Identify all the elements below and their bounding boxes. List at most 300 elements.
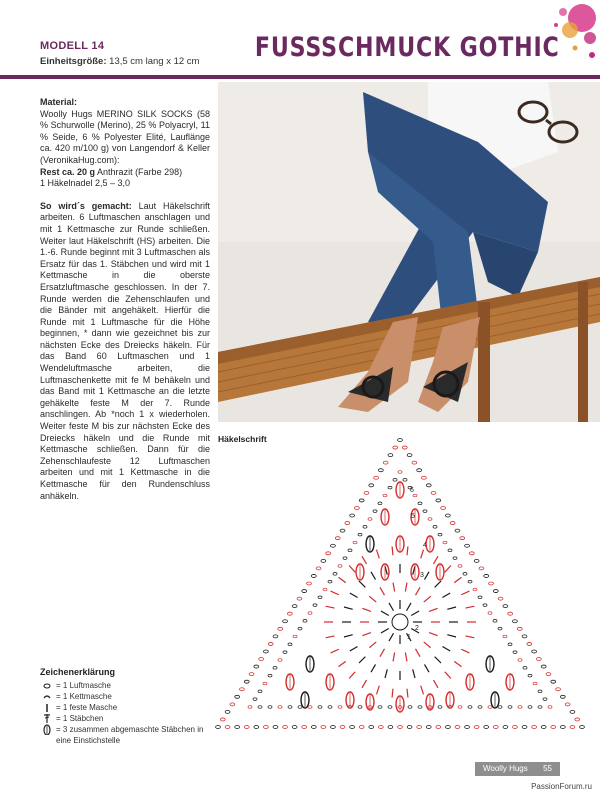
chain-stitch — [369, 726, 374, 729]
material-amount-value: Anthrazit (Farbe 298) — [97, 166, 183, 177]
chain-stitch — [293, 635, 297, 638]
double-crochet-stitch — [331, 649, 339, 653]
chain-stitch — [393, 446, 398, 449]
chain-stitch — [358, 706, 362, 709]
chain-stitch — [359, 499, 364, 502]
chain-stitch — [216, 726, 221, 729]
chain-stitch — [575, 718, 580, 721]
chain-stitch — [258, 706, 262, 709]
legend-item — [40, 691, 210, 702]
chain-stitch — [254, 665, 259, 668]
chain-stitch — [474, 559, 479, 562]
chain-stitch — [508, 706, 512, 709]
chain-stitch — [412, 461, 417, 464]
double-crochet-stitch — [339, 577, 346, 582]
chain-stitch — [278, 659, 282, 662]
chain-stitch — [479, 567, 484, 570]
chain-stitch — [353, 541, 357, 544]
product-photo — [218, 82, 600, 422]
chain-stitch — [302, 726, 307, 729]
double-crochet-stitch — [362, 680, 367, 688]
chain-stitch — [338, 706, 342, 709]
chain-stitch — [283, 726, 288, 729]
double-crochet-stitch — [466, 606, 475, 608]
size-value: 13,5 cm lang x 12 cm — [109, 56, 200, 67]
double-crochet-stitch — [349, 566, 355, 573]
chain-stitch — [513, 651, 517, 654]
double-crochet-stitch — [377, 550, 380, 559]
chain-stitch — [517, 627, 522, 630]
chain-stitch — [298, 706, 302, 709]
double-crochet-stitch — [435, 657, 441, 663]
instructions-body: Laut Häkelschrift arbeiten. 6 Luftmaschen anschlagen und mit 1 Kettmasche zur Runde schließen. Weiter laut Häkelschrift (HS) arbeiten. Die 1.-6. Runde beginnt mit 3 Luftmaschen als Ersatz für das 1. Stäbchen und wird mit 1 Kettmasche in die oberste Ersatzluftmasche geschlossen. In der 7. Runde werden die Zehenschlaufen und die Bänder mit angehäkelt. Hierfür die Runde mit 1 Luftmasche für die Höhe beginnen, * dann wie gezeichnet bis zur nächsten Ecke des Dreiecks häkeln. Für das Band 60 Luftmaschen und 1 Wendeluftmasche arbeiten, die Luftmaschenkette mit fe M behäkeln und das Band mit 1 Kettmasche an die letzte gehäkelte feste M der 7. Runde anschlingen. Ab *noch 1 x wiederholen. Weiter feste M bis zur nächsten Ecke des Dreiecks häkeln und die Runde mit Kettmasche schließen. Dann für die Zehenschlaufeste 12 Luftmaschen arbeiten und mit 1 Kettmasche in die Kettmasche für den Rundenschluss anhäkeln. — [40, 200, 210, 501]
page-title: FUSSSCHMUCK GOTHIC — [255, 32, 560, 63]
double-crochet-stitch — [405, 583, 407, 592]
chain-stitch — [303, 620, 307, 623]
chain-stitch — [498, 627, 502, 630]
double-crochet-stitch — [331, 591, 339, 595]
chain-stitch — [413, 494, 417, 497]
double-crochet-stitch — [369, 596, 376, 602]
round-number: 3 — [420, 572, 424, 579]
chain-stitch — [278, 706, 282, 709]
chain-stitch — [273, 667, 277, 670]
material-amount — [40, 167, 210, 179]
chain-stitch — [308, 706, 312, 709]
center-ring — [392, 614, 408, 630]
chain-stitch — [570, 710, 575, 713]
round-number: 4 — [423, 542, 427, 549]
chain-stitch — [570, 726, 575, 729]
round-number: 2 — [415, 625, 419, 632]
chain-stitch — [532, 650, 537, 653]
chain-stitch — [318, 706, 322, 709]
legend-item — [40, 724, 210, 746]
diagram-title: Häkelschrift — [218, 434, 267, 444]
chain-stitch — [340, 726, 345, 729]
legend-item — [40, 680, 210, 691]
double-crochet-stitch — [405, 653, 407, 662]
chain-stitch — [418, 706, 422, 709]
chain-stitch — [418, 502, 422, 505]
chain-stitch — [469, 552, 474, 555]
page-number: 55 — [543, 764, 552, 773]
chain-stitch — [417, 726, 422, 729]
double-crochet-stitch — [416, 649, 421, 657]
chain-stitch — [398, 439, 403, 442]
chain-stitch — [283, 620, 288, 623]
chain-stitch — [240, 688, 245, 691]
chain-stitch — [298, 627, 302, 630]
chain-stitch — [273, 726, 278, 729]
double-crochet-stitch — [424, 596, 431, 602]
chain-stitch — [513, 620, 518, 623]
round-number: 1 — [407, 634, 411, 641]
chain-stitch — [428, 518, 432, 521]
round-number: 6 — [410, 487, 414, 494]
chain-stitch — [508, 612, 513, 615]
chain-stitch — [426, 726, 431, 729]
chain-stitch — [422, 476, 427, 479]
legend-text: = 1 Luftmasche — [56, 681, 111, 690]
double-crochet-stitch — [407, 603, 412, 611]
chain-stitch — [278, 627, 283, 630]
chain-stitch — [503, 726, 508, 729]
double-crochet-stitch — [380, 587, 385, 595]
chain-stitch — [326, 552, 331, 555]
chain-stitch — [488, 706, 492, 709]
model-number: MODELL 14 — [40, 40, 105, 52]
chain-stitch — [307, 582, 312, 585]
footer-brand: Woolly Hugs — [483, 764, 528, 773]
double-crochet-stitch — [421, 550, 424, 559]
chain-stitch — [268, 674, 272, 677]
cluster-icon — [40, 724, 54, 735]
single-crochet-icon — [40, 702, 54, 713]
chain-stitch — [560, 695, 565, 698]
chain-stitch — [297, 597, 302, 600]
chain-stitch — [498, 597, 503, 600]
chain-stitch — [388, 454, 393, 457]
chain-stitch — [551, 680, 556, 683]
double-crochet-stitch — [425, 572, 430, 580]
chain-stitch — [316, 567, 321, 570]
crochet-chart — [210, 432, 590, 737]
double-crochet-stitch — [411, 611, 419, 616]
chain-stitch — [423, 510, 427, 513]
chain-stitch — [358, 533, 362, 536]
chain-stitch — [407, 454, 412, 457]
chain-stitch — [455, 529, 460, 532]
chain-stitch — [484, 726, 489, 729]
chain-stitch — [350, 726, 355, 729]
chain-stitch — [508, 643, 512, 646]
slip-stitch-icon — [40, 691, 54, 702]
double-crochet-icon — [40, 713, 54, 724]
chain-stitch — [493, 590, 498, 593]
chain-stitch — [453, 557, 457, 560]
chain-stitch — [565, 703, 570, 706]
double-crochet-stitch — [393, 653, 395, 662]
chain-stitch — [220, 718, 225, 721]
footer-bar — [475, 762, 560, 776]
chain-stitch — [398, 471, 402, 474]
double-crochet-stitch — [350, 647, 358, 652]
double-crochet-stitch — [393, 583, 395, 592]
double-crochet-stitch — [454, 661, 461, 666]
chain-stitch — [417, 469, 422, 472]
double-crochet-stitch — [442, 593, 450, 598]
chain-stitch — [283, 651, 287, 654]
chain-stitch — [433, 526, 437, 529]
chain-stitch — [328, 580, 332, 583]
chain-stitch — [263, 650, 268, 653]
legend-text: = 3 zusammen abgemaschte Stäbchen in eine Einstichstelle — [56, 725, 204, 745]
chain-stitch — [378, 726, 383, 729]
chain-stitch — [460, 537, 465, 540]
chain-stitch — [438, 533, 442, 536]
double-crochet-stitch — [350, 593, 358, 598]
chain-stitch — [321, 726, 326, 729]
chain-stitch — [441, 506, 446, 509]
chain-stitch — [318, 596, 322, 599]
chain-stitch — [273, 635, 278, 638]
chain-stitch — [473, 588, 477, 591]
header-divider — [0, 75, 600, 79]
chain-stitch — [235, 726, 240, 729]
double-crochet-stitch — [454, 577, 461, 582]
chain-stitch — [302, 590, 307, 593]
chain-stitch — [259, 658, 264, 661]
double-crochet-stitch — [434, 680, 439, 688]
chain-stitch — [536, 658, 541, 661]
legend-title: Zeichenerklärung — [40, 667, 116, 677]
double-crochet-stitch — [466, 636, 475, 638]
instructions-column — [40, 97, 210, 502]
legend-text: = 1 Stäbchen — [56, 714, 104, 723]
chain-stitch — [373, 510, 377, 513]
chain-stitch — [343, 557, 347, 560]
chain-stitch — [311, 574, 316, 577]
double-crochet-stitch — [434, 556, 439, 564]
double-crochet-stitch — [407, 546, 408, 555]
chain-stitch — [527, 642, 532, 645]
chain-stitch — [321, 559, 326, 562]
chain-stitch-icon — [40, 680, 54, 691]
double-crochet-stitch — [407, 689, 408, 698]
chain-stitch — [484, 574, 489, 577]
chain-stitch — [287, 612, 292, 615]
size-label: Einheitsgröße: — [40, 56, 107, 67]
double-crochet-stitch — [344, 607, 353, 609]
double-crochet-stitch — [392, 546, 393, 555]
chain-stitch — [556, 688, 561, 691]
chain-stitch — [560, 726, 565, 729]
double-crochet-stitch — [339, 661, 346, 666]
chain-stitch — [288, 643, 292, 646]
chain-stitch — [340, 529, 345, 532]
chain-stitch — [288, 706, 292, 709]
chain-stitch — [503, 635, 507, 638]
chain-stitch — [345, 522, 350, 525]
double-crochet-stitch — [461, 591, 469, 595]
chain-stitch — [522, 726, 527, 729]
chain-stitch — [331, 726, 336, 729]
chain-stitch — [230, 703, 235, 706]
chain-stitch — [478, 706, 482, 709]
double-crochet-stitch — [429, 608, 437, 611]
chain-stitch — [468, 580, 472, 583]
chain-stitch — [426, 484, 431, 487]
chain-stitch — [580, 726, 585, 729]
chain-stitch — [378, 469, 383, 472]
chain-stitch — [338, 565, 342, 568]
chain-stitch — [528, 674, 532, 677]
chain-stitch — [407, 726, 412, 729]
double-crochet-stitch — [445, 672, 451, 679]
double-crochet-stitch — [429, 633, 437, 636]
chain-stitch — [518, 659, 522, 662]
chain-stitch — [503, 605, 508, 608]
chain-stitch — [465, 544, 470, 547]
material-hook: 1 Häkelnadel 2,5 – 3,0 — [40, 178, 131, 189]
double-crochet-stitch — [461, 649, 469, 653]
material-amount-label: Rest ca. 20 g — [40, 166, 96, 177]
chain-stitch — [323, 588, 327, 591]
chain-stitch — [348, 549, 352, 552]
chain-stitch — [383, 494, 387, 497]
chain-stitch — [436, 726, 441, 729]
chain-stitch — [522, 635, 527, 638]
double-crochet-stitch — [381, 629, 389, 634]
instructions-text — [40, 201, 210, 502]
watermark: PassionForum.ru — [531, 782, 592, 791]
chain-stitch — [474, 726, 479, 729]
chain-stitch — [263, 682, 267, 685]
double-crochet-stitch — [413, 669, 415, 678]
chain-stitch — [543, 698, 547, 701]
chain-stitch — [292, 726, 297, 729]
double-crochet-stitch — [371, 572, 376, 580]
chain-stitch — [235, 695, 240, 698]
size-info — [40, 56, 199, 67]
double-crochet-stitch — [380, 649, 385, 657]
double-crochet-stitch — [369, 642, 376, 648]
chain-stitch — [254, 726, 259, 729]
chain-stitch — [244, 680, 249, 683]
double-crochet-stitch — [416, 587, 421, 595]
chain-stitch — [364, 491, 369, 494]
double-crochet-stitch — [442, 647, 450, 652]
double-crochet-stitch — [326, 636, 335, 638]
double-crochet-stitch — [359, 657, 365, 663]
double-crochet-stitch — [445, 566, 451, 573]
chain-stitch — [538, 690, 542, 693]
double-crochet-stitch — [389, 633, 394, 641]
chain-stitch — [438, 706, 442, 709]
double-crochet-stitch — [447, 607, 456, 609]
legend-item — [40, 702, 210, 713]
chain-stitch — [268, 642, 273, 645]
chain-stitch — [443, 541, 447, 544]
chain-stitch — [493, 726, 498, 729]
chain-stitch — [465, 726, 470, 729]
chain-stitch — [488, 612, 492, 615]
double-crochet-stitch — [362, 608, 370, 611]
chain-stitch — [308, 612, 312, 615]
chain-stitch — [225, 726, 230, 729]
chain-stitch — [388, 486, 392, 489]
instructions-label: So wird´s gemacht: — [40, 200, 132, 211]
chain-stitch — [458, 565, 462, 568]
chain-stitch — [458, 706, 462, 709]
chain-stitch — [383, 461, 388, 464]
chain-stitch — [403, 479, 407, 482]
double-crochet-stitch — [371, 664, 376, 672]
double-crochet-stitch — [377, 686, 380, 695]
chain-stitch — [533, 682, 537, 685]
chain-stitch — [493, 620, 497, 623]
chain-stitch — [408, 706, 412, 709]
chain-stitch — [388, 706, 392, 709]
chain-stitch — [249, 673, 254, 676]
chain-stitch — [378, 706, 382, 709]
chain-stitch — [528, 706, 532, 709]
chain-stitch — [333, 573, 337, 576]
double-crochet-stitch — [381, 611, 389, 616]
double-crochet-stitch — [447, 635, 456, 637]
chain-stitch — [455, 726, 460, 729]
chain-stitch — [483, 604, 487, 607]
legend-text: = 1 Kettmasche — [56, 692, 112, 701]
chain-stitch — [313, 604, 317, 607]
chain-stitch — [350, 514, 355, 517]
chain-stitch — [268, 706, 272, 709]
chain-stitch — [551, 726, 556, 729]
chain-stitch — [248, 706, 252, 709]
chain-stitch — [541, 665, 546, 668]
chain-stitch — [393, 479, 397, 482]
chain-stitch — [478, 596, 482, 599]
double-crochet-stitch — [425, 664, 430, 672]
chain-stitch — [369, 484, 374, 487]
double-crochet-stitch — [435, 581, 441, 587]
chain-stitch — [431, 491, 436, 494]
double-crochet-stitch — [359, 581, 365, 587]
chain-stitch — [225, 710, 230, 713]
chain-stitch — [468, 706, 472, 709]
chain-stitch — [258, 690, 262, 693]
double-crochet-stitch — [424, 642, 431, 648]
legend-item — [40, 713, 210, 724]
chain-stitch — [498, 706, 502, 709]
chain-stitch — [541, 726, 546, 729]
chain-stitch — [331, 544, 336, 547]
chain-stitch — [368, 518, 372, 521]
chain-stitch — [363, 526, 367, 529]
double-crochet-stitch — [421, 686, 424, 695]
chain-stitch — [450, 522, 455, 525]
double-crochet-stitch — [344, 635, 353, 637]
chain-stitch — [311, 726, 316, 729]
chain-stitch — [402, 446, 407, 449]
chain-stitch — [546, 673, 551, 676]
chain-stitch — [513, 726, 518, 729]
chain-stitch — [489, 582, 494, 585]
double-crochet-stitch — [392, 689, 393, 698]
chain-stitch — [354, 506, 359, 509]
chain-stitch — [523, 667, 527, 670]
chain-stitch — [398, 726, 403, 729]
double-crochet-stitch — [362, 633, 370, 636]
double-crochet-stitch — [362, 556, 367, 564]
double-crochet-stitch — [349, 672, 355, 679]
chain-stitch — [328, 706, 332, 709]
legend-text: = 1 feste Masche — [56, 703, 118, 712]
chain-stitch — [292, 605, 297, 608]
chain-stitch — [374, 476, 379, 479]
chain-stitch — [244, 726, 249, 729]
chain-stitch — [463, 573, 467, 576]
chain-stitch — [263, 726, 268, 729]
chain-stitch — [388, 726, 393, 729]
chain-stitch — [253, 698, 257, 701]
chain-stitch — [445, 726, 450, 729]
double-crochet-stitch — [385, 669, 387, 678]
chain-stitch — [518, 706, 522, 709]
chain-stitch — [436, 499, 441, 502]
chain-stitch — [359, 726, 364, 729]
